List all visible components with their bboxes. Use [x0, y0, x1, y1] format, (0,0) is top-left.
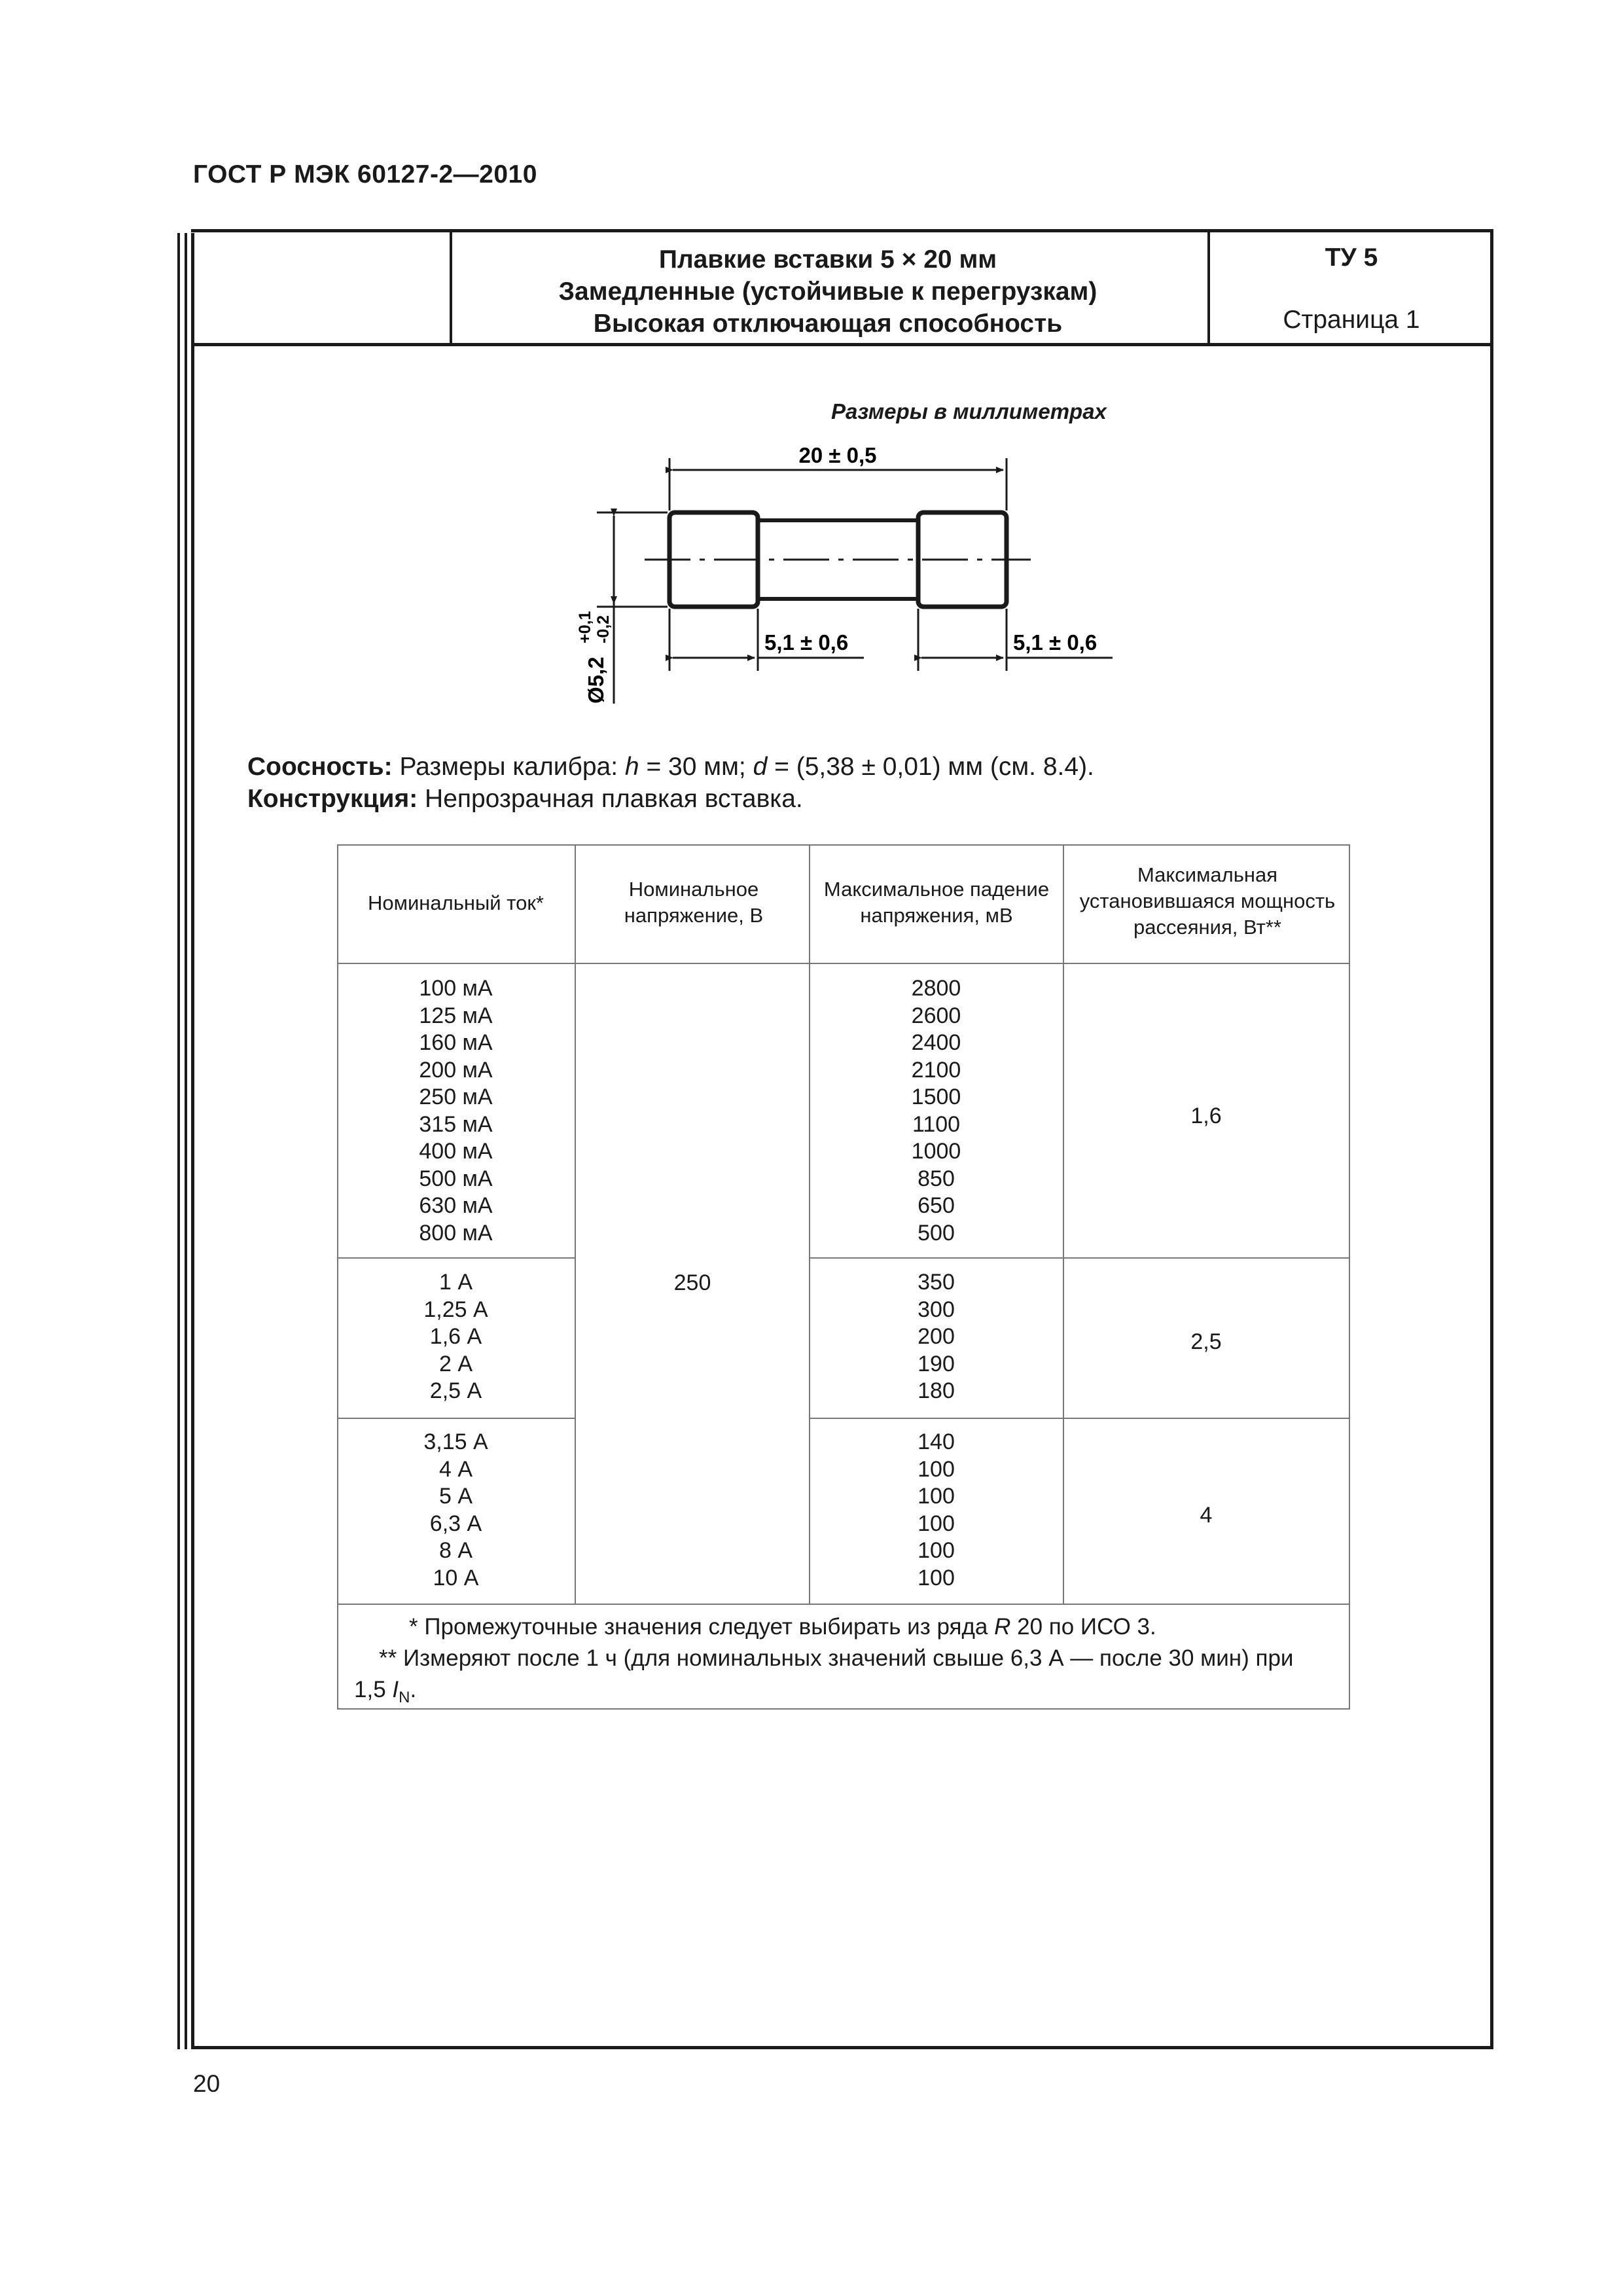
frame-bottom-line	[191, 2046, 1493, 2049]
current-cell: 2 А	[438, 1351, 473, 1376]
diameter-tol-lower: -0,2	[594, 615, 613, 643]
header-power: Максимальная установившаяся мощность рассеяния, Вт**	[1079, 863, 1336, 939]
voltage-drop-cell: 180	[918, 1378, 955, 1403]
table-border-right	[1349, 844, 1350, 1710]
current-list	[337, 1429, 575, 1592]
current-cell: 10 А	[433, 1565, 479, 1590]
construction-text: Непрозрачная плавкая вставка.	[418, 785, 803, 813]
footnote-2-end-a: 1,5	[354, 1677, 393, 1702]
dimensions-caption: Размеры в миллиметрах	[831, 399, 1107, 423]
group-rule-2-left	[337, 1418, 575, 1419]
fuse-cap-right	[918, 512, 1007, 607]
current-cell: 800 мА	[419, 1220, 493, 1246]
current-list	[337, 975, 575, 1247]
voltage-drop-cell: 850	[918, 1166, 955, 1191]
standard-number: ГОСТ Р МЭК 60127-2—2010	[193, 160, 537, 188]
voltage-drop-cell: 100	[918, 1484, 955, 1509]
voltage-drop-cell: 650	[918, 1193, 955, 1218]
col-rule-3	[1063, 844, 1064, 1604]
spec-table	[337, 844, 1350, 1710]
current-cell: 100 мА	[419, 976, 493, 1001]
current-cell: 5 А	[438, 1484, 473, 1509]
voltage-drop-list	[810, 1429, 1063, 1592]
header-title-line-3: Высокая отключающая способность	[593, 310, 1063, 338]
coaxiality-note	[247, 753, 1094, 781]
voltage-drop-cell: 300	[918, 1297, 955, 1322]
current-cell: 160 мА	[419, 1030, 493, 1055]
current-cell: 1,6 А	[429, 1324, 482, 1349]
current-cell: 2,5 А	[429, 1378, 482, 1403]
current-cell: 630 мА	[419, 1193, 493, 1218]
header-voltage-drop: Максимальное падение напряжения, мВ	[823, 878, 1050, 927]
construction-label: Конструкция:	[247, 785, 418, 813]
current-cell: 8 А	[438, 1538, 473, 1563]
fuse-body	[758, 520, 918, 599]
coaxiality-h: h	[624, 753, 639, 781]
footnote-2-end-sub: N	[399, 1689, 410, 1706]
group-rule-2-right	[810, 1418, 1350, 1419]
voltage-drop-cell: 1500	[911, 1085, 961, 1109]
current-cell: 1,25 А	[423, 1297, 488, 1322]
cap-left-label: 5,1 ± 0,6	[764, 630, 849, 655]
current-cell: 200 мА	[419, 1057, 493, 1083]
coaxiality-d: d	[753, 753, 768, 781]
header-divider-2	[1207, 229, 1210, 346]
voltage-drop-cell: 100	[918, 1538, 955, 1563]
group-rule-1-left	[337, 1257, 575, 1259]
power-value: 2,5	[1190, 1329, 1222, 1354]
current-cell: 4 А	[438, 1456, 473, 1482]
power-value: 4	[1200, 1503, 1213, 1528]
frame-top-line	[191, 229, 1493, 232]
voltage-drop-cell: 1100	[912, 1111, 961, 1137]
cap-right-label: 5,1 ± 0,6	[1013, 630, 1097, 655]
coaxiality-text-1: Размеры калибра:	[392, 753, 625, 781]
header-title-line-1: Плавкие вставки 5 × 20 мм	[658, 245, 997, 274]
overall-length-label: 20 ± 0,5	[798, 443, 877, 467]
current-cell: 400 мА	[419, 1139, 493, 1164]
current-cell: 315 мА	[419, 1111, 493, 1137]
current-cell: 6,3 А	[429, 1511, 482, 1536]
footnote-2: ** Измеряют после 1 ч (для номинальных значений свыше 6,3 А — после 30 мин) при	[379, 1645, 1294, 1671]
frame-left-line-3	[191, 233, 194, 2049]
diameter-tol-upper: +0,1	[576, 611, 594, 643]
footnote-1-text-b: 20 по ИСО 3.	[1010, 1614, 1156, 1640]
fuse-cap-left	[669, 512, 758, 607]
current-cell: 500 мА	[419, 1166, 493, 1191]
header-title-line-2: Замедленные (устойчивые к перегрузкам)	[558, 278, 1097, 306]
coaxiality-label: Соосность:	[247, 753, 393, 781]
frame-left-line-1	[177, 233, 180, 2049]
table-border-top	[337, 844, 1350, 846]
voltage-drop-cell: 200	[918, 1324, 955, 1349]
voltage-drop-cell: 2100	[911, 1057, 961, 1083]
current-cell: 125 мА	[419, 1003, 493, 1028]
diameter-label	[576, 611, 613, 704]
construction-note	[247, 785, 803, 814]
page-number: 20	[193, 2070, 221, 2097]
voltage-drop-cell: 100	[918, 1456, 955, 1482]
frame-right-line	[1490, 230, 1493, 2049]
footnote-1-text-a: * Промежуточные значения следует выбирать из ряда	[409, 1614, 995, 1640]
sheet-page: Страница 1	[1283, 306, 1420, 334]
current-cell: 3,15 А	[423, 1429, 488, 1454]
coaxiality-text-2: = 30 мм;	[639, 753, 753, 781]
current-cell: 1 А	[438, 1270, 473, 1295]
frame-left-line-2	[185, 233, 187, 2049]
power-value: 1,6	[1190, 1103, 1222, 1128]
voltage-drop-cell: 100	[918, 1565, 955, 1590]
voltage-drop-cell: 2600	[911, 1003, 961, 1028]
voltage-drop-cell: 100	[918, 1511, 955, 1536]
footnote-2-end-i: I	[392, 1677, 399, 1702]
frame-header-bottom-line	[191, 343, 1493, 346]
voltage-drop-cell: 1000	[911, 1139, 961, 1164]
header-rated-current: Номинальный ток*	[368, 891, 544, 914]
voltage-drop-list	[810, 975, 1063, 1247]
rated-voltage-value: 250	[673, 1270, 711, 1295]
voltage-drop-cell: 2400	[911, 1030, 961, 1055]
table-header-rule	[337, 963, 1350, 964]
voltage-drop-cell: 500	[918, 1220, 955, 1246]
col-rule-1	[575, 844, 576, 1604]
current-cell: 250 мА	[419, 1085, 493, 1109]
footnote-1-r: R	[994, 1614, 1011, 1640]
voltage-drop-list	[810, 1269, 1063, 1405]
footnote-2-end	[354, 1674, 747, 1713]
diameter-value: Ø5,2	[584, 656, 608, 704]
voltage-drop-cell: 2800	[911, 976, 961, 1001]
footnote-1	[409, 1611, 1338, 1643]
table-footnote-rule	[337, 1604, 1350, 1605]
current-list	[337, 1269, 575, 1405]
voltage-drop-cell: 140	[918, 1429, 955, 1454]
group-rule-1-right	[810, 1257, 1350, 1259]
coaxiality-text-3: = (5,38 ± 0,01) мм (см. 8.4).	[767, 753, 1094, 781]
voltage-drop-cell: 350	[918, 1270, 955, 1295]
header-title	[452, 243, 1204, 340]
footnote-2-end-b: .	[410, 1677, 417, 1702]
voltage-drop-cell: 190	[918, 1351, 955, 1376]
sheet-code: ТУ 5	[1325, 243, 1378, 272]
header-rated-voltage: Номинальное напряжение, В	[624, 878, 764, 927]
